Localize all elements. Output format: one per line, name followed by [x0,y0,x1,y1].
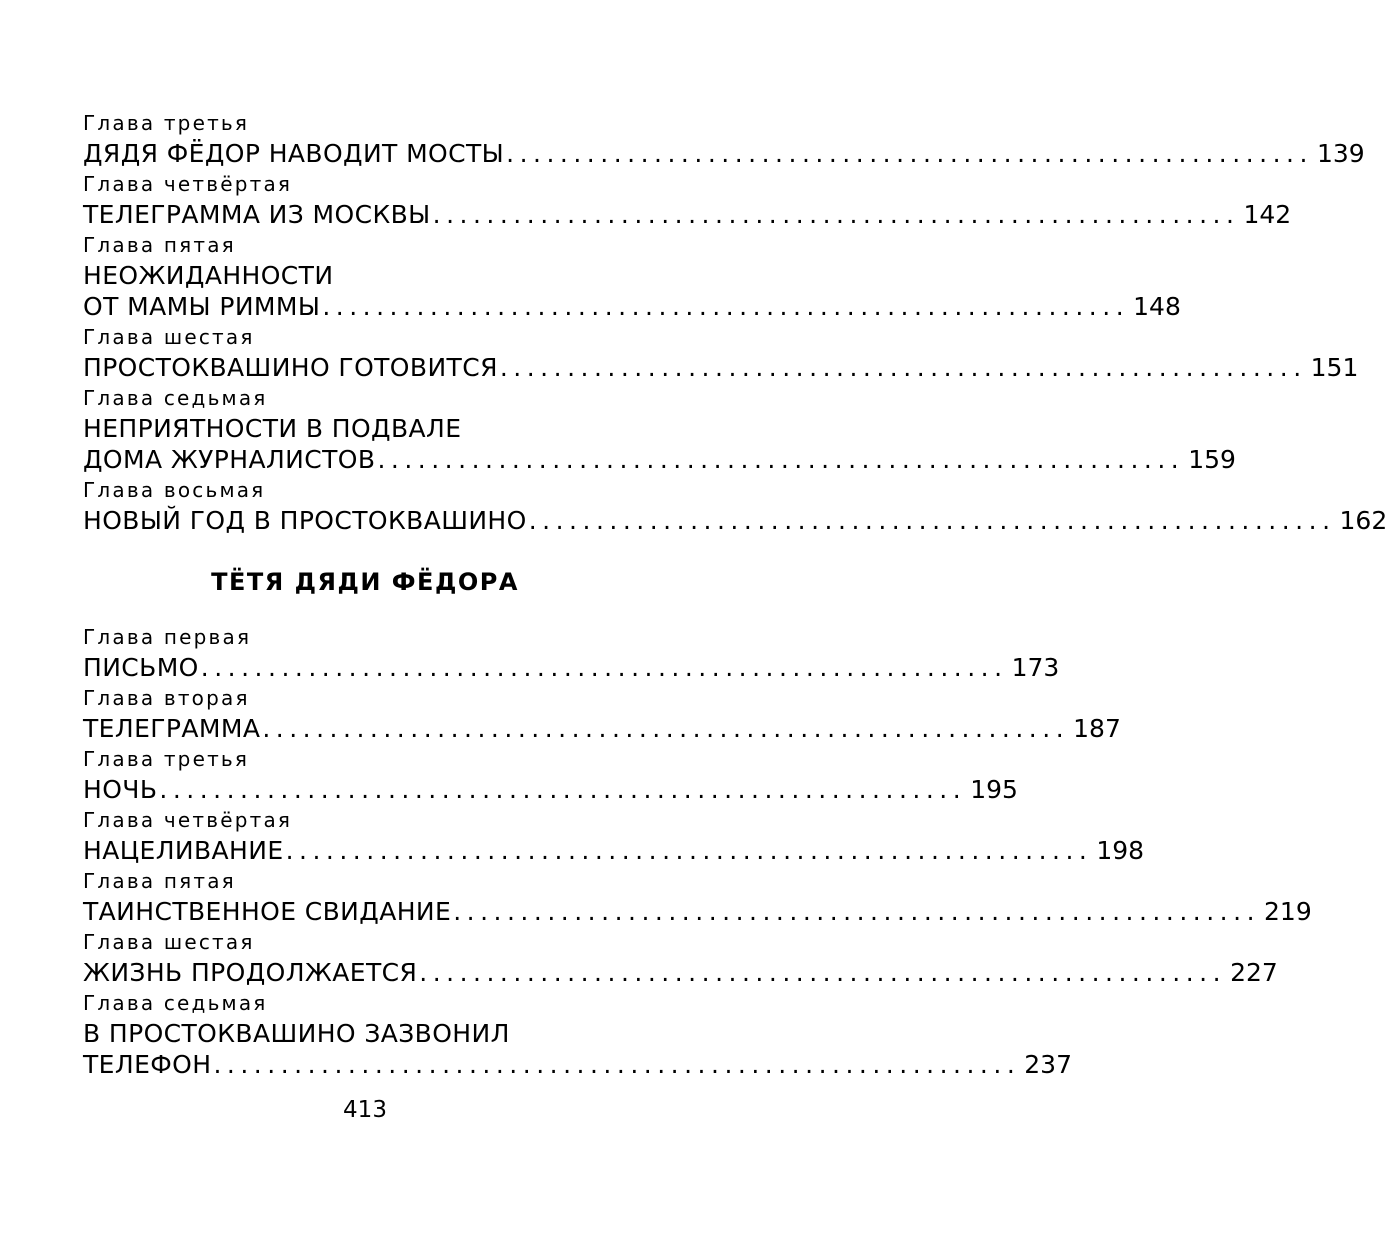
dot-leader: ............................................................ [262,714,1070,743]
chapter-title: ТЕЛЕГРАММА ИЗ МОСКВЫ [83,200,431,229]
chapter-label: Глава четвёртая [83,172,293,196]
section-heading: ТЁТЯ ДЯДИ ФЁДОРА [211,568,519,596]
chapter-title: ПРОСТОКВАШИНО ГОТОВИТСЯ [83,353,498,382]
toc-entry [83,475,1387,536]
chapter-label: Глава вторая [83,686,250,710]
chapter-page-number: 195 [970,775,1018,804]
toc-entry [83,622,1060,683]
chapter-title-line: НЕОЖИДАННОСТИ [83,261,334,290]
chapter-title-row [83,505,1387,536]
chapter-label: Глава первая [83,625,252,649]
chapter-page-number: 159 [1188,445,1236,474]
dot-leader: ............................................................ [377,445,1185,474]
toc-entry [83,169,1292,230]
toc-entry [83,927,1278,988]
chapter-label: Глава шестая [83,325,255,349]
chapter-page-number: 148 [1133,292,1181,321]
chapter-title-row [83,957,1278,988]
chapter-title: ДОМА ЖУРНАЛИСТОВ [83,445,376,474]
chapter-label: Глава третья [83,747,250,771]
chapter-page-number: 219 [1264,897,1312,926]
chapter-title-row [83,444,1236,475]
dot-leader: ............................................................ [453,897,1261,926]
chapter-title: ЖИЗНЬ ПРОДОЛЖАЕТСЯ [83,958,418,987]
chapter-title: ТАИНСТВЕННОЕ СВИДАНИЕ [83,897,452,926]
chapter-title-row [83,774,1018,805]
chapter-title-line: В ПРОСТОКВАШИНО ЗАЗВОНИЛ [83,1019,510,1048]
chapter-title-row [83,713,1121,744]
dot-leader: ............................................................ [506,139,1313,168]
toc-entry [83,383,1236,475]
chapter-title-row [83,291,1181,322]
chapter-label: Глава третья [83,111,250,135]
table-of-contents-part-2 [83,622,1312,1080]
chapter-title: ТЕЛЕГРАММА [83,714,261,743]
chapter-page-number: 162 [1339,506,1387,535]
dot-leader: ............................................................ [213,1050,1021,1079]
chapter-page-number: 227 [1230,958,1278,987]
dot-leader: ............................................................ [528,506,1336,535]
page-number: 413 [343,1097,387,1123]
toc-entry [83,108,1365,169]
chapter-title: НОВЫЙ ГОД В ПРОСТОКВАШИНО [83,506,527,535]
chapter-page-number: 187 [1073,714,1121,743]
toc-entry [83,988,1072,1080]
toc-entry [83,805,1145,866]
toc-entry [83,744,1018,805]
dot-leader: ............................................................ [159,775,967,804]
toc-entry [83,230,1181,322]
chapter-title: НАЦЕЛИВАНИЕ [83,836,284,865]
chapter-title-row [83,1049,1072,1080]
chapter-title-row [83,652,1060,683]
chapter-label: Глава пятая [83,869,236,893]
chapter-title: ДЯДЯ ФЁДОР НАВОДИТ МОСТЫ [83,139,505,168]
table-of-contents-part-1 [83,108,1387,536]
chapter-page-number: 151 [1310,353,1359,382]
toc-entry [83,683,1121,744]
chapter-page-number: 237 [1024,1050,1072,1079]
chapter-page-number: 198 [1096,836,1145,865]
chapter-title-row [83,352,1359,383]
chapter-title: НОЧЬ [83,775,158,804]
chapter-title-row [83,138,1365,169]
chapter-title-row [83,835,1145,866]
chapter-label: Глава восьмая [83,478,266,502]
chapter-label: Глава седьмая [83,991,268,1015]
chapter-title: ТЕЛЕФОН [83,1050,212,1079]
dot-leader: ............................................................ [499,353,1307,382]
toc-entry [83,866,1312,927]
chapter-title: ОТ МАМЫ РИММЫ [83,292,321,321]
chapter-label: Глава седьмая [83,386,268,410]
chapter-page-number: 173 [1011,653,1060,682]
chapter-page-number: 139 [1316,139,1365,168]
chapter-title-row [83,199,1292,230]
dot-leader: ............................................................ [432,200,1240,229]
dot-leader: ............................................................ [322,292,1130,321]
chapter-title: ПИСЬМО [83,653,199,682]
dot-leader: ............................................................ [419,958,1227,987]
dot-leader: ............................................................ [285,836,1093,865]
chapter-label: Глава четвёртая [83,808,293,832]
chapter-label: Глава шестая [83,930,255,954]
chapter-title-row [83,896,1312,927]
chapter-title-line: НЕПРИЯТНОСТИ В ПОДВАЛЕ [83,414,462,443]
chapter-page-number: 142 [1243,200,1292,229]
chapter-label: Глава пятая [83,233,236,257]
dot-leader: ............................................................ [200,653,1008,682]
toc-entry [83,322,1359,383]
